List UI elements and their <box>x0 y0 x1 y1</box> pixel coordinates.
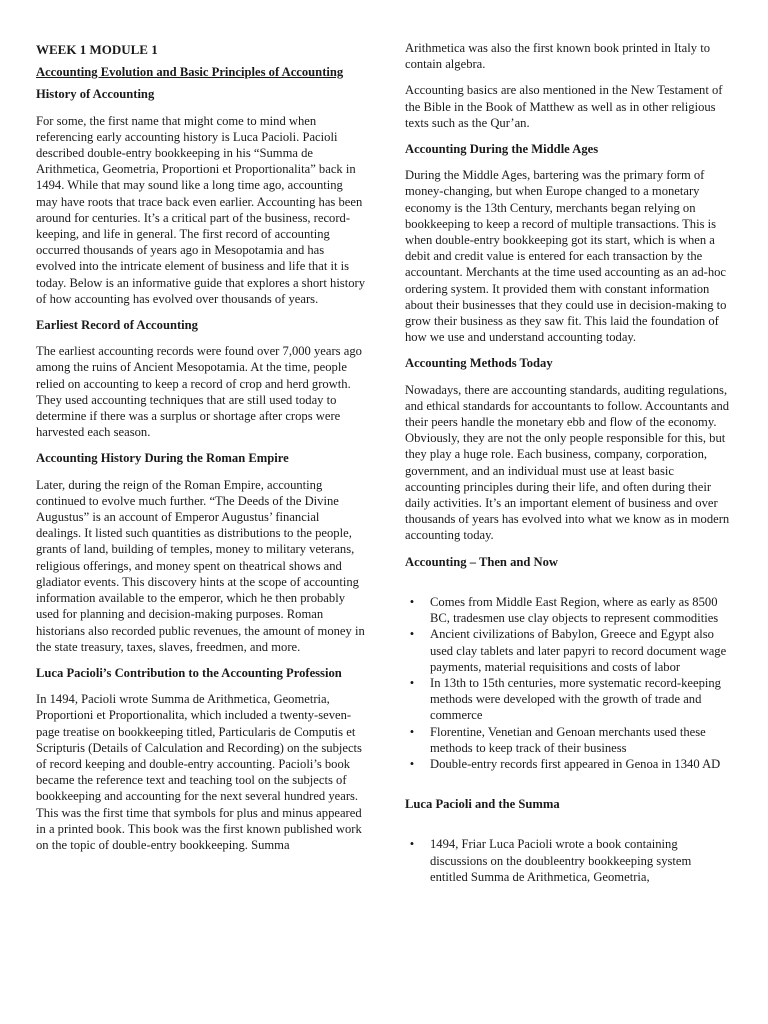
bible-paragraph: Accounting basics are also mentioned in the New Testament of the Bible in the Book of Matthew as well as in other religious texts such as the Qur’an. <box>405 83 723 130</box>
right-column <box>405 40 730 895</box>
list-item-text: 1494, Friar Luca Pacioli wrote a book containing discussions on the doubleentry bookkeeping system entitled Summa de Arithmetica, Geometria, <box>430 837 692 884</box>
middle-ages-heading: Accounting During the Middle Ages <box>405 142 599 157</box>
then-now-list <box>405 594 730 772</box>
middle-ages-paragraph: During the Middle Ages, bartering was the primary form of money-changing, but when Europe changed to a monetary economy is the 13th Century, merchants began relying on bookkeeping to keep a record of multiple transactions. This is when double-entry bookkeeping got its start, which is when a debit and credit value is entered for each transaction by the accountant. Merchants at the time used accounting as an ad-hoc ordering system. It provided them with constant information about their businesses that they could use in decision-making to grow their business as they saw fit. This laid the foundation of how we use and understand accounting today. <box>405 168 727 345</box>
bullet-icon: • <box>409 837 415 852</box>
list-item-text: Double-entry records first appeared in Genoa in 1340 AD <box>430 756 721 771</box>
spacer <box>405 782 730 796</box>
module-label: WEEK 1 MODULE 1 <box>36 42 158 57</box>
continued-paragraph: Arithmetica was also the first known book printed in Italy to contain algebra. <box>405 41 710 72</box>
history-paragraph: For some, the first name that might come to mind when referencing early accounting history is Luca Pacioli. Pacioli described double-entry bookkeeping in his “Summa de Arithmetica, Geometria, Proportioni et Proportionalita” back in 1494. While that may sound like a long time ago, accounting may have roots that trace back even earlier. Accounting has been around for centuries. It’s a critical part of the business, record-keeping, and life in general. The first record of accounting occurred thousands of years ago in Mesopotamia and has evolved into the intricate element of business and life that it is today. Below is an informative guide that explores a short history of how accounting has evolved over thousands of years. <box>36 113 365 306</box>
spacer <box>405 822 730 836</box>
roman-paragraph: Later, during the reign of the Roman Empire, accounting continued to evolve much further. “The Deeds of the Divine Augustus” is an account of Emperor Augustus’ financial dealings. It listed such quantities as distributions to the people, grants of land, building of temples, money to military veterans, religious offerings, and money spent on theatrical shows and gladiator events. This discovery hints at the scope of accounting information available to the emperor, which he then probably used for planning and decision-making purposes. Roman historians also recorded public revenues, the amount of money in the state treasury, taxes, slaves, freedmen, and more. <box>36 477 365 654</box>
list-item <box>405 594 730 626</box>
bullet-icon: • <box>409 675 415 690</box>
methods-paragraph: Nowadays, there are accounting standards, auditing regulations, and ethical standards for accountants to follow. Accountants and their peers handle the monetary ebb and flow of the economy. Obviously, they are not the only people responsible for this, but they play a huge role. Each business, company, corporation, government, and an individual must use at least basic accounting principles during their life, and often during their daily activities. It’s an important element of business and over thousands of years has evolved into what we know as in modern accounting today. <box>405 382 730 543</box>
list-item <box>405 675 730 724</box>
earliest-paragraph: The earliest accounting records were found over 7,000 years ago among the ruins of Ancient Mesopotamia. At the time, people relied on accounting to keep a record of crop and herd growth. They used accounting techniques that are still used today to determine if there was a surplus or shortage after crops were harvested each season. <box>36 344 362 440</box>
bullet-icon: • <box>409 594 415 609</box>
methods-heading: Accounting Methods Today <box>405 356 553 371</box>
summa-list <box>405 836 730 885</box>
list-item-text: Florentine, Venetian and Genoan merchants used these methods to keep track of their business <box>430 724 706 755</box>
spacer <box>405 580 730 594</box>
roman-heading: Accounting History During the Roman Empire <box>36 451 289 466</box>
bullet-icon: • <box>409 627 415 642</box>
left-column <box>36 40 366 863</box>
summa-heading: Luca Pacioli and the Summa <box>405 797 560 812</box>
bullet-icon: • <box>409 756 415 771</box>
pacioli-heading: Luca Pacioli’s Contribution to the Accounting Profession <box>36 665 342 680</box>
earliest-heading: Earliest Record of Accounting <box>36 318 198 333</box>
list-item-text: Comes from Middle East Region, where as early as 8500 BC, tradesmen use clay objects to represent commodities <box>430 594 719 626</box>
history-heading: History of Accounting <box>36 87 155 102</box>
document-title: Accounting Evolution and Basic Principles of Accounting <box>36 65 344 80</box>
list-item-text: In 13th to 15th centuries, more systematic record-keeping methods were developed with the growth of trade and commerce <box>430 675 721 723</box>
list-item-text: Ancient civilizations of Babylon, Greece and Egypt also used clay tablets and later papyri to record document wage payments, material requisitions and costs of labor <box>430 627 727 674</box>
bullet-icon: • <box>409 724 415 739</box>
list-item <box>405 626 730 675</box>
list-item <box>405 756 730 772</box>
then-now-heading: Accounting – Then and Now <box>405 554 559 569</box>
list-item <box>405 836 730 885</box>
list-item <box>405 724 730 756</box>
pacioli-paragraph: In 1494, Pacioli wrote Summa de Arithmetica, Geometria, Proportioni et Proportionalita, which included a twenty-seven-page treatise on bookkeeping titled, Particularis de Computis et Scripturis (Details of Calculation and Recording) on the subjects of record keeping and double-entry accounting. Pacioli’s book became the reference text and teaching tool on the subjects of bookkeeping and accounting for the next several hundred years. This was the first time that symbols for plus and minus appeared in a printed book. This book was the first known published work on the topic of double-entry bookkeeping. Summa <box>36 692 362 852</box>
